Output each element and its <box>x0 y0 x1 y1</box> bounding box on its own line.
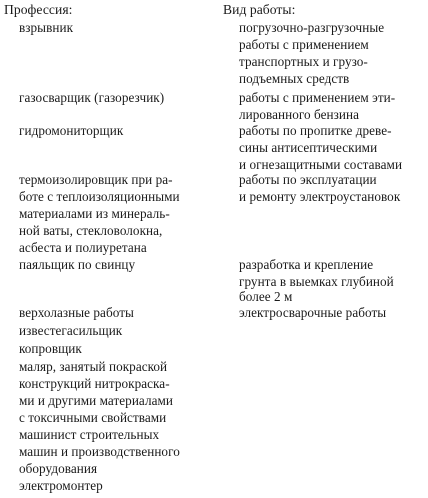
profession-7-line-1: известегасильщик <box>19 323 123 338</box>
profession-4-line-3: материалами из минераль- <box>19 206 170 221</box>
profession-4-line-1: термоизолировщик при ра- <box>19 172 173 187</box>
work-type-6-line-1: электросварочные работы <box>239 305 387 320</box>
work-type-1-line-2: работы с применением <box>239 37 369 52</box>
profession-8-line-1: копровщик <box>19 341 82 356</box>
profession-6-line-1: верхолазные работы <box>19 305 134 320</box>
profession-4-line-5: асбеста и полиуретана <box>19 240 147 255</box>
profession-9-line-2: конструкций нитрокраска- <box>19 376 170 391</box>
header-work-type: Вид работы: <box>223 2 296 17</box>
work-type-2-line-2: лированного бензина <box>239 107 359 122</box>
profession-3-line-1: гидромониторщик <box>19 123 124 138</box>
work-type-5-line-2: грунта в выемках глубиной <box>239 274 394 289</box>
work-type-5-line-1: разработка и крепление <box>239 257 374 272</box>
profession-1-line-1: взрывник <box>19 20 74 35</box>
work-type-1-line-3: транспортных и грузо- <box>239 54 368 69</box>
profession-4-line-2: боте с теплоизоляционными <box>19 189 180 204</box>
work-type-1-line-1: погрузочно-разгрузочные <box>239 20 385 35</box>
work-type-3-line-2: сины антисептическими <box>239 140 378 155</box>
profession-2-line-1: газосварщик (газорезчик) <box>19 90 165 105</box>
header-profession: Профессия: <box>4 2 73 17</box>
work-type-3-line-3: и огнезащитными составами <box>239 157 403 172</box>
work-type-5-line-3: более 2 м <box>239 289 293 304</box>
profession-4-line-4: ной ваты, стекловолокна, <box>19 223 163 238</box>
profession-9-line-1: маляр, занятый покраской <box>19 359 168 374</box>
work-type-1-line-4: подъемных средств <box>239 71 350 86</box>
work-type-2-line-1: работы с применением эти- <box>239 90 396 105</box>
work-type-4-line-2: и ремонту электроустановок <box>239 189 401 204</box>
profession-9-line-3: ми и другими материалами <box>19 393 173 408</box>
profession-10-line-3: оборудования <box>19 461 98 476</box>
work-type-4-line-1: работы по эксплуатации <box>239 172 377 187</box>
profession-9-line-4: с токсичными свойствами <box>19 410 167 425</box>
profession-5-line-1: паяльщик по свинцу <box>19 257 136 272</box>
profession-10-line-1: машинист строительных <box>19 427 160 442</box>
profession-11-line-1: электромонтер <box>19 478 103 493</box>
work-type-3-line-1: работы по пропитке древе- <box>239 123 392 138</box>
profession-10-line-2: машин и производственного <box>19 444 180 459</box>
